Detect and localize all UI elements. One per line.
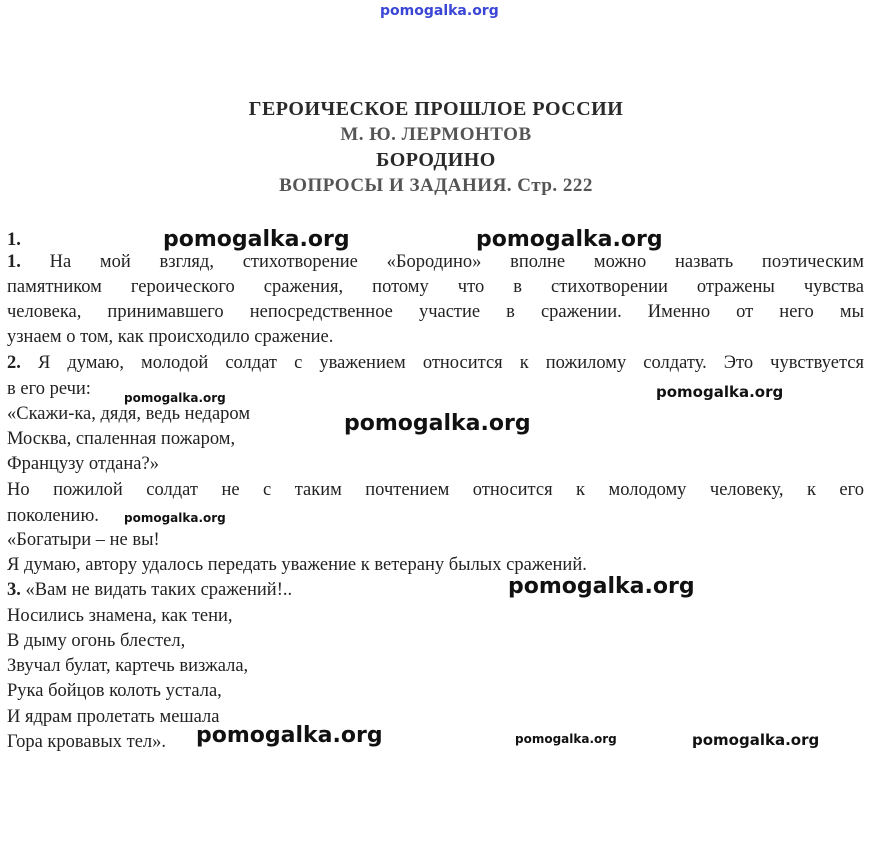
watermark-6: pomogalka.org bbox=[124, 511, 226, 525]
watermark-1: pomogalka.org bbox=[163, 227, 350, 252]
item3-line7: Гора кровавых тел». bbox=[7, 732, 167, 752]
watermark-3: pomogalka.org bbox=[124, 391, 226, 405]
item3-number: 3. bbox=[7, 580, 21, 600]
watermark-5: pomogalka.org bbox=[344, 411, 531, 436]
item2-number: 2. bbox=[7, 353, 21, 373]
section-number: 1. bbox=[7, 230, 21, 250]
item3-text1: «Вам не видать таких сражений!.. bbox=[25, 580, 293, 600]
item2-line4: поколению. bbox=[7, 506, 99, 526]
heading-title: БОРОДИНО bbox=[376, 149, 496, 171]
heading-section: ГЕРОИЧЕСКОЕ ПРОШЛОЕ РОССИИ bbox=[248, 98, 624, 120]
item2-text1: Я думаю, молодой солдат с уважением относится к пожилому солдату. Это чувствуется bbox=[37, 353, 864, 373]
item2-line1 bbox=[7, 351, 864, 375]
item3-line2: Носились знамена, как тени, bbox=[7, 606, 233, 626]
item1-number: 1. bbox=[7, 252, 21, 272]
quote2: «Богатыри – не вы! bbox=[7, 530, 160, 550]
watermark-4: pomogalka.org bbox=[656, 383, 784, 401]
item1-line4: узнаем о том, как происходило сражение. bbox=[7, 327, 334, 347]
item1-text1: На мой взгляд, стихотворение «Бородино» вполне можно назвать поэтическим bbox=[49, 252, 864, 272]
item3-line4: Звучал булат, картечь визжала, bbox=[7, 656, 249, 676]
heading-questions: ВОПРОСЫ И ЗАДАНИЯ. Стр. 222 bbox=[279, 175, 593, 196]
item2-line5: Я думаю, автору удалось передать уважение к ветерану былых сражений. bbox=[7, 555, 587, 575]
watermark-top: pomogalka.org bbox=[380, 3, 499, 19]
heading-author: М. Ю. ЛЕРМОНТОВ bbox=[340, 124, 532, 145]
watermark-2: pomogalka.org bbox=[476, 227, 663, 252]
quote1-line1: «Скажи-ка, дядя, ведь недаром bbox=[7, 404, 251, 424]
watermark-7: pomogalka.org bbox=[508, 574, 695, 599]
item3-line3: В дыму огонь блестел, bbox=[7, 631, 186, 651]
item1-line1 bbox=[7, 250, 864, 274]
item3-line1 bbox=[7, 578, 292, 602]
quote1-line2: Москва, спаленная пожаром, bbox=[7, 429, 236, 449]
watermark-9: pomogalka.org bbox=[515, 732, 617, 746]
item2-line3: Но пожилой солдат не с таким почтением относится к молодому человеку, к его bbox=[7, 480, 864, 500]
item1-line2: памятником героического сражения, потому что в стихотворении отражены чувства bbox=[7, 277, 864, 297]
watermark-8: pomogalka.org bbox=[196, 723, 383, 748]
quote1-line3: Французу отдана?» bbox=[7, 454, 159, 474]
watermark-10: pomogalka.org bbox=[692, 731, 820, 749]
item3-line5: Рука бойцов колоть устала, bbox=[7, 681, 222, 701]
item2-line2: в его речи: bbox=[7, 379, 91, 399]
item3-line6: И ядрам пролетать мешала bbox=[7, 707, 220, 727]
item1-line3: человека, принимавшего непосредственное участие в сражении. Именно от него мы bbox=[7, 302, 864, 322]
